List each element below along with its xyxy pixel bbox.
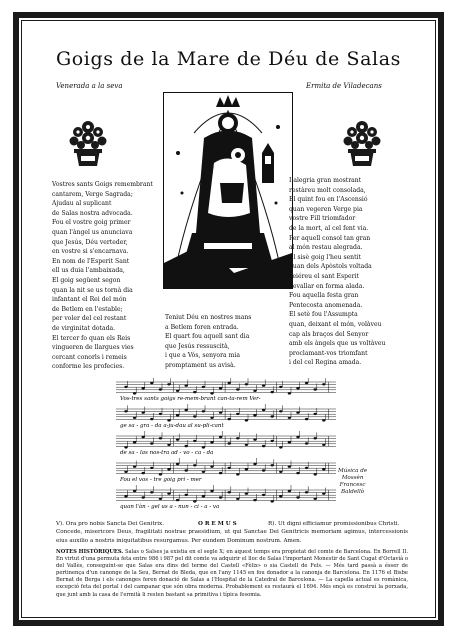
verse-line: promptament us avisà. <box>165 361 236 369</box>
music-note <box>314 388 317 390</box>
verse-line: proclamant-vos triomfant <box>289 349 368 357</box>
oremus-response: R). Ut digni efficiamur promissionibus Christi. <box>268 521 400 527</box>
verse-line: i que a Vós, senyora mia <box>165 352 240 360</box>
music-note <box>176 499 179 501</box>
verses-left-column <box>52 180 153 372</box>
music-note <box>167 383 170 385</box>
verse-line: quan vegeren Verge pia <box>289 205 363 213</box>
music-note <box>322 383 325 385</box>
music-note <box>262 469 265 471</box>
music-note <box>236 388 239 390</box>
subtitle-right: Ermita de Viladecans <box>306 82 382 90</box>
music-note <box>322 468 325 470</box>
music-note <box>193 391 196 393</box>
verse-line: que Jesús ressuscità, <box>165 342 230 350</box>
music-note <box>202 471 205 473</box>
verse-line: El quint fou en l'Ascensió <box>289 196 368 204</box>
credit-line: Baldellò <box>341 489 365 495</box>
verse-line: conforme les profecies. <box>52 363 125 371</box>
music-note <box>185 409 188 411</box>
music-note <box>296 472 299 474</box>
verse-line: ell us duia l'ambaixada, <box>52 267 125 275</box>
music-note <box>142 496 145 498</box>
music-note <box>314 498 317 500</box>
sheet-music-score <box>116 378 336 514</box>
verse-line: cantarem, Verge Sagrada; <box>52 190 133 198</box>
music-note <box>210 417 213 419</box>
music-staff <box>116 431 336 456</box>
music-note <box>202 495 205 497</box>
music-note <box>185 494 188 496</box>
music-note <box>305 467 308 469</box>
verse-line: devallar en forma alada. <box>289 282 365 290</box>
music-note <box>193 440 196 442</box>
music-note <box>245 492 248 494</box>
music-note <box>124 495 127 497</box>
music-note <box>288 441 291 443</box>
historical-notes <box>56 549 408 599</box>
music-note <box>253 463 256 465</box>
music-note <box>305 418 308 420</box>
music-note <box>279 410 282 412</box>
music-note <box>210 490 213 492</box>
music-note <box>193 500 196 502</box>
verse-line: en vostre si s'encarnava. <box>52 248 129 256</box>
music-note <box>271 464 274 466</box>
subtitle-left: Venerada a la seva <box>56 82 123 90</box>
music-note <box>322 492 325 494</box>
oremus-heading: O R E M U S <box>198 521 237 527</box>
music-note <box>279 386 282 388</box>
music-note <box>245 468 248 470</box>
music-note <box>262 445 265 447</box>
verse-line: Pentecosta anomenada. <box>289 301 363 309</box>
music-note <box>262 384 265 386</box>
music-note <box>142 472 145 474</box>
music-note <box>253 438 256 440</box>
flower-pot-icon <box>66 118 110 170</box>
music-note <box>150 442 153 444</box>
music-note <box>314 437 317 439</box>
verse-line: En nom de l'Esperit Sant <box>52 257 130 265</box>
verses-right-column <box>289 176 385 368</box>
verse-line: a Betlem foren entrada. <box>165 323 239 331</box>
music-staff <box>116 485 336 510</box>
music-note <box>176 390 179 392</box>
music-note <box>133 441 136 443</box>
music-note <box>202 386 205 388</box>
verse-line: cap als braços del Senyor <box>289 330 369 338</box>
music-note <box>236 413 239 415</box>
music-note <box>210 441 213 443</box>
music-note <box>253 390 256 392</box>
music-note <box>245 383 248 385</box>
oremus-versicle: V). Ora pro nobis Sancta Dei Genitrix. <box>56 521 164 527</box>
verse-line: El tercer fo quan els Reis <box>52 334 131 342</box>
music-note <box>305 382 308 384</box>
music-note <box>271 440 274 442</box>
verse-line: El quart fou aquell sant dia <box>165 333 250 341</box>
music-note <box>210 465 213 467</box>
music-staff <box>116 404 336 429</box>
music-note <box>271 391 274 393</box>
music-note <box>159 437 162 439</box>
music-note <box>167 419 170 421</box>
madonna-illustration <box>163 92 293 289</box>
music-note <box>245 444 248 446</box>
music-note <box>202 410 205 412</box>
music-staff <box>116 458 336 483</box>
verse-line: vostre Fill triomfador <box>289 215 356 223</box>
verse-line: vingueren de llargues vies <box>52 344 134 352</box>
verse-line: Fou el vostre goig primer <box>52 219 131 227</box>
page-title: Goigs de la Mare de Déu de Salas <box>55 48 402 70</box>
music-note <box>288 417 291 419</box>
music-note <box>159 388 162 390</box>
music-note <box>296 387 299 389</box>
verse-line: cercant conorls i remeis <box>52 353 127 361</box>
music-note <box>296 411 299 413</box>
music-note <box>210 392 213 394</box>
music-note <box>314 473 317 475</box>
notes-heading: NOTES HISTÒRIQUES. <box>56 549 124 555</box>
verse-line: Per aquell consol tan gran <box>289 234 371 242</box>
music-staff <box>116 378 336 402</box>
music-note <box>133 490 136 492</box>
music-note <box>150 491 153 493</box>
oremus-text: Concede, misericors Deus, fragilitati nostrae praesidium, ut qui Sanctae Dei Genitricis memoriam agimus, intercessionis eius auxilio a nostris iniquitatibus resurgamus. Per eundem Dominum nostrum. Amen. <box>56 529 408 544</box>
music-note <box>159 473 162 475</box>
music-note <box>124 471 127 473</box>
music-note <box>305 442 308 444</box>
music-note <box>228 467 231 469</box>
credit-line: Mossèn <box>341 475 364 481</box>
music-note <box>167 492 170 494</box>
credit-line: Francesc <box>339 482 366 488</box>
verse-line: Fou aquella festa gran <box>289 292 359 300</box>
verse-line: veiéreu el sant Esperit <box>289 272 359 280</box>
music-note <box>167 468 170 470</box>
verse-line: Ajudau al suplicant <box>52 200 112 208</box>
verse-line: que Jesús, Déu verteder, <box>52 238 128 246</box>
music-note <box>219 387 222 389</box>
music-note <box>142 411 145 413</box>
music-note <box>228 442 231 444</box>
music-note <box>279 471 282 473</box>
music-note <box>193 464 196 466</box>
verse-line: quan dels Apòstols voltada <box>289 263 372 271</box>
verse-line: El setè fou l'Assumpta <box>289 311 358 319</box>
verse-line: infantant el Rei del món <box>52 296 127 304</box>
music-lyric: Fou el vos - tre goig pri - mer <box>120 477 202 483</box>
music-note <box>176 414 179 416</box>
verse-line: al món restau alegrada. <box>289 244 363 252</box>
music-note <box>202 446 205 448</box>
verse-line: I alegria gran mostrant <box>289 177 362 184</box>
music-note <box>279 495 282 497</box>
music-note <box>159 498 162 500</box>
music-note <box>133 465 136 467</box>
music-note <box>271 500 274 502</box>
music-note <box>228 491 231 493</box>
music-note <box>305 491 308 493</box>
verse-line: restàreu molt consolada, <box>289 186 366 194</box>
verse-line: de Salas nostra advocada. <box>52 209 133 217</box>
music-note <box>185 384 188 386</box>
music-note <box>150 467 153 469</box>
verse-line: de Betlem en l'estable; <box>52 305 123 313</box>
music-note <box>185 445 188 447</box>
music-note <box>314 413 317 415</box>
music-note <box>253 499 256 501</box>
verses-middle-column <box>165 313 251 371</box>
verse-line: amb els àngels que us voltàveu <box>289 340 386 348</box>
verse-line: Vostres sants Goigs remembrant <box>52 181 153 188</box>
notes-text: Salas o Salses ja existia en el segle X; en aquest temps era propietat del comte de Barcelona. En Borrell II. En virtut d'una permuta feta entre 986 i 987 pel dit comte va adquirir el lloc de Salas l'important Monestir de Sant Cugat d'Octavià o del Vallès, conseguint-se que Salas era dins del terme del Castell «Fèlix» o sia Castell de Fels. — Més tard passà a ésser de pertinença d'un canonge de la Seu, Bernat de Bleda, que en l'any 1145 en fou donador a la canonja de Barcelona. En 1176 el Bisbe Bernat de Berga i els canonges feren donació de Salas a l'Hospital de la Catedral de Barcelona. — La capella actual es romànica, excepció feta del portal i del campanar que són obra moderna. Probablement es restaurà el 1694. Més ençà es construí la porxada, que junt amb la casa de l'ermità li resten bastant sa primitiva i típica fesomia. <box>56 549 409 598</box>
verse-line: Teniut Déu en nostres mans <box>165 314 252 321</box>
music-note <box>296 496 299 498</box>
music-note <box>142 387 145 389</box>
music-credit <box>338 468 367 496</box>
verse-line: El goig següent segon <box>52 276 121 284</box>
music-note <box>245 419 248 421</box>
music-lyric: quan l'àn - gel us a - nun - ci - a - va <box>120 504 220 510</box>
music-note <box>185 469 188 471</box>
music-note <box>262 494 265 496</box>
music-note <box>150 382 153 384</box>
music-note <box>236 498 239 500</box>
music-note <box>322 419 325 421</box>
music-note <box>228 418 231 420</box>
music-note <box>253 414 256 416</box>
verse-line: quan l'àngel us anunciava <box>52 228 133 236</box>
music-note <box>133 417 136 419</box>
music-note <box>296 436 299 438</box>
flower-pot-icon <box>340 118 384 170</box>
music-note <box>176 438 179 440</box>
music-note <box>124 386 127 388</box>
verse-line: quan la nit se us tornà dia <box>52 286 133 294</box>
music-note <box>124 446 127 448</box>
music-note <box>288 465 291 467</box>
verse-line: i del cel Regina amada. <box>289 359 362 367</box>
verse-line: de virginitat dotada. <box>52 324 116 332</box>
verse-line: per voler del cel restant <box>52 315 127 323</box>
music-note <box>228 382 231 384</box>
music-note <box>288 392 291 394</box>
music-note <box>236 473 239 475</box>
music-note <box>142 436 145 438</box>
music-note <box>133 392 136 394</box>
verse-line: quan, deixant el món, volàveu <box>289 320 382 328</box>
music-lyric: Vos-tres sants goigs re-mem-brant can-ta-rem Ver- <box>120 396 261 402</box>
verse-line: El sisè goig l'heu sentit <box>289 253 361 261</box>
music-note <box>262 409 265 411</box>
music-note <box>322 444 325 446</box>
music-note <box>219 472 222 474</box>
music-note <box>219 436 222 438</box>
music-note <box>167 444 170 446</box>
music-lyric: ge sa - gra - da a-ju-dau al su-pli-cant <box>120 423 224 429</box>
music-note <box>219 411 222 413</box>
verse-line: de la mort, al cel fent via. <box>289 224 369 232</box>
music-note <box>271 415 274 417</box>
music-note <box>279 446 282 448</box>
music-note <box>176 463 179 465</box>
music-note <box>193 415 196 417</box>
music-note <box>236 437 239 439</box>
credit-line: Música de <box>338 468 368 474</box>
music-note <box>159 413 162 415</box>
music-lyric: de sa - las nos-tra ad - vo - ca - da <box>120 450 214 456</box>
music-note <box>219 496 222 498</box>
music-note <box>288 490 291 492</box>
music-note <box>150 418 153 420</box>
music-note <box>124 410 127 412</box>
